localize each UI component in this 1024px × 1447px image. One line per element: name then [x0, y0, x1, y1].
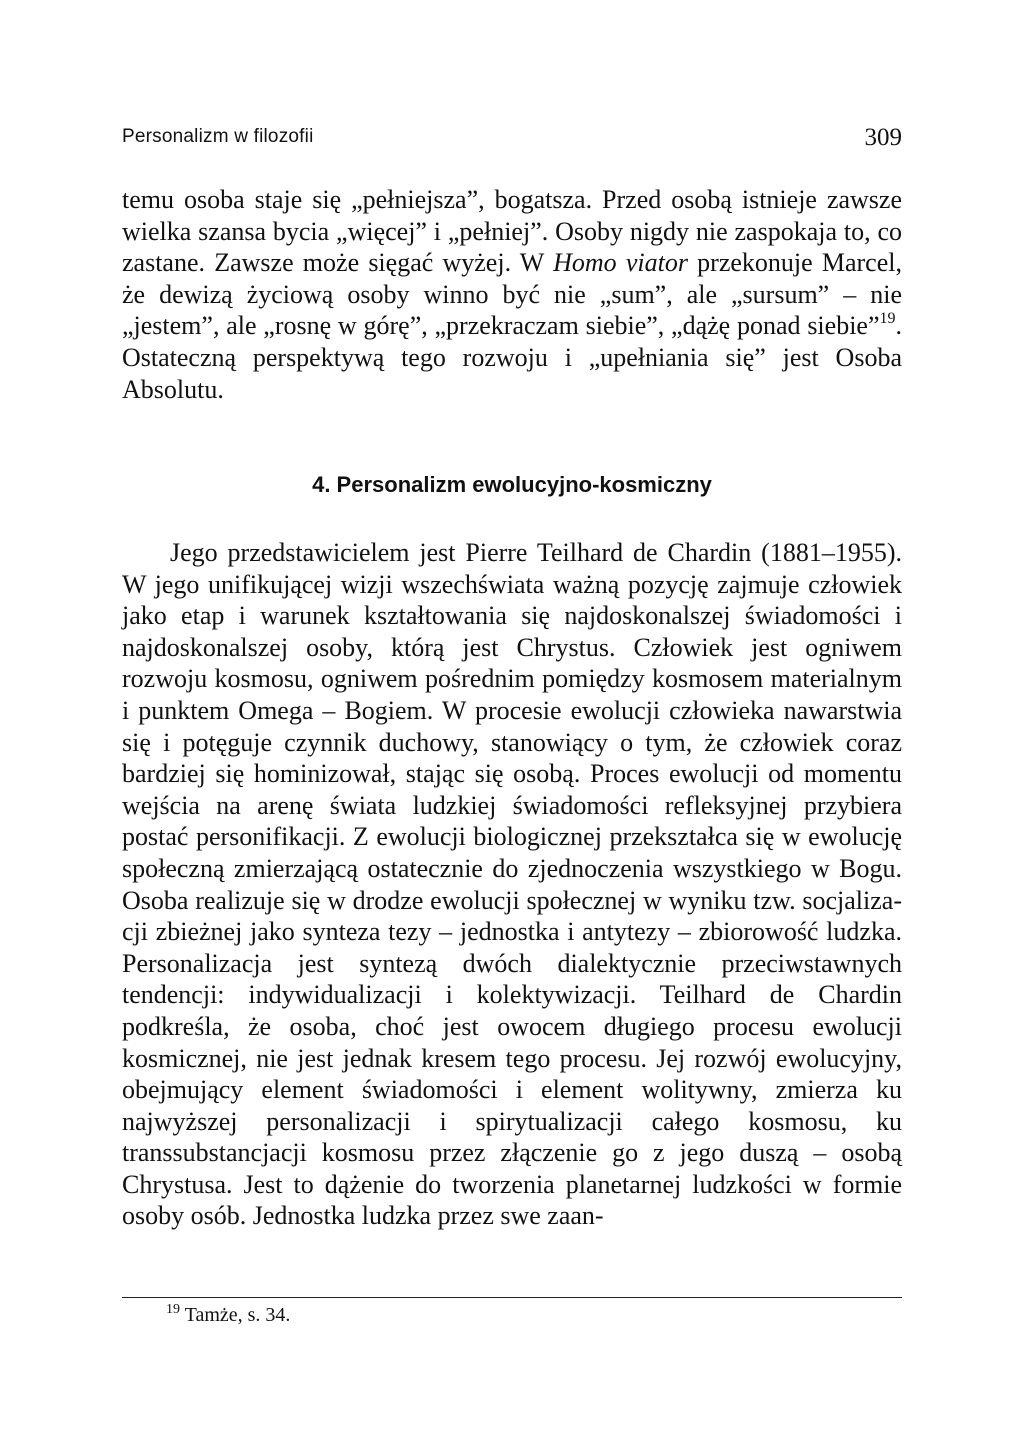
footnote-text: Tamże, s. 34.: [184, 1304, 291, 1326]
footnote-reference[interactable]: 19: [879, 310, 896, 328]
paragraph-1-text-c: . Ostateczną perspektywą tego rozwoju i „upełniania się” jest Osoba Absolutu.: [122, 311, 902, 404]
section-paragraph: Jego przedstawicielem jest Pierre Teilhard de Chardin (1881–1955). W jego unifikującej wizji wszechświata ważną pozycję zajmuje człowiek jako etap i warunek kształtowania się najdoskonalszej świadomości i najdoskonalszej osoby, którą jest Chrystus. Człowiek jest ogniwem rozwoju kosmosu, ogniwem pośrednim pomiędzy kosmosem materialnym i punktem Omega – Bogiem. W procesie ewolucji człowieka nawarstwia się i potęguje czynnik duchowy, stanowiący o tym, że człowiek coraz bardziej się hominizował, stając się osobą. Proces ewolucji od momentu wejścia na arenę świata ludzkiej świadomości refleksyjnej przybiera postać personifikacji. Z ewolucji biologicznej przekształca się w ewolucję społeczną zmierzającą ostatecznie do zjednoczenia wszystkiego w Bogu. Osoba realizuje się w drodze ewolucji społecznej w wyniku tzw. socjalizacji zbieżnej jako synteza tezy – jednostka i antytezy – zbiorowość ludzka. Personalizacja jest syntezą dwóch dialektycznie przeciwstawnych tendencji: indywidualizacji i kolektywizacji. Teilhard de Chardin podkreśla, że osoba, choć jest owocem długiego procesu ewolucji kosmicznej, nie jest jednak kresem tego procesu. Jej rozwój ewolucyjny, obejmujący element świadomości i element wolitywny, zmierza ku najwyższej personalizacji i spirytualizacji całego kosmosu, ku transsubstancjacji kosmosu przez złączenie go z jego duszą – osobą Chrystusa. Jest to dążenie do tworzenia planetarnej ludzkości w formie osoby osób. Jednostka ludzka przez swe zaan-: [122, 538, 902, 1231]
section-heading: 4. Personalizm ewolucyjno-kosmiczny: [312, 472, 712, 497]
paragraph-1-text-a: temu osoba staje się „pełniejsza”, bogatsza. Przed osobą istnieje zawsze wielka szansa bycia „więcej” i „pełniej”. Osoby nigdy nie zaspokaja to, co zastane. Zawsze może sięgać wyżej. W: [122, 185, 902, 278]
footnote-number: 19: [166, 1302, 180, 1317]
paragraph-1-text-b: przekonuje Marcel, że dewizą życiową osoby winno być nie „sum”, ale „sursum” – nie „jestem”, ale „rosnę w górę”, „przekraczam siebie”, „dążę ponad siebie”: [122, 248, 902, 341]
running-title: Personalizm w filozofii: [122, 126, 314, 147]
page-number: 309: [864, 124, 902, 151]
book-title-homo-viator: Homo viator: [553, 248, 688, 278]
footnote: [166, 1304, 290, 1327]
paragraph-1: [122, 184, 902, 405]
footnote-divider: [122, 1297, 902, 1298]
